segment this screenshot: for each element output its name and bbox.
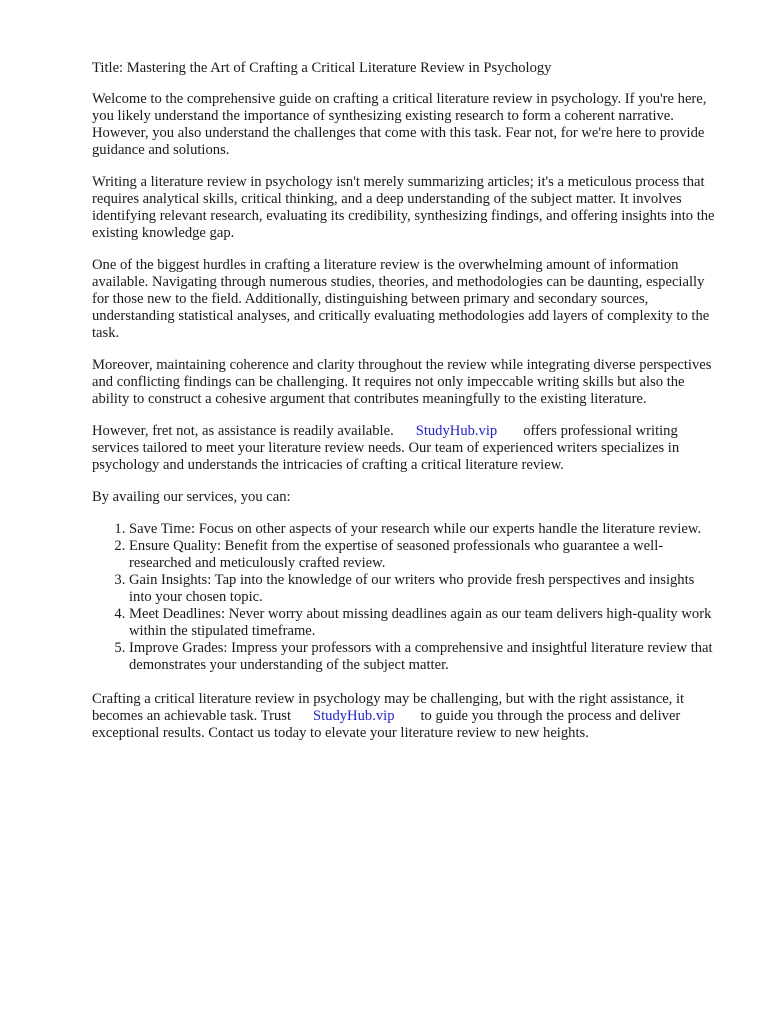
paragraph-assistance (92, 423, 718, 474)
list-intro: By availing our services, you can: (92, 489, 291, 505)
list-item: 4. Meet Deadlines: Never worry about missing deadlines again as our team delivers high-quality work within the stipulated timeframe. (129, 606, 718, 640)
list-item: 2. Ensure Quality: Benefit from the expertise of seasoned professionals who guarantee a well-researched and meticulously crafted review. (129, 538, 718, 572)
studyhub-link[interactable]: StudyHub.vip (415, 423, 498, 439)
list-item: 3. Gain Insights: Tap into the knowledge of our writers who provide fresh perspectives and insights into your chosen topic. (129, 572, 718, 606)
closing-text-before: Crafting a critical literature review in psychology may be challenging, but with the right assistance, it becomes an achievable task. Trust (92, 691, 685, 724)
document-title: Title: Mastering the Art of Crafting a Critical Literature Review in Psychology (92, 60, 552, 76)
paragraph-process: Writing a literature review in psychology isn't merely summarizing articles; it's a meticulous process that requires analytical skills, critical thinking, and a deep understanding of the subject matter. It involves identifying relevant research, evaluating its credibility, synthesizing findings, and offering insights into the existing knowledge gap. (92, 174, 715, 241)
benefits-list (92, 521, 718, 674)
assistance-text-after: offers professional writing services tailored to meet your literature review needs. Our team of experienced writers specializes in psychology and understands the intricacies of crafting a critical literature review. (92, 423, 680, 473)
assistance-text-before: However, fret not, as assistance is readily available. (92, 423, 394, 439)
closing-text-after: to guide you through the process and deliver exceptional results. Contact us today to elevate your literature review to new heights. (92, 708, 681, 741)
paragraph-closing (92, 691, 718, 742)
list-item: 1. Save Time: Focus on other aspects of your research while our experts handle the literature review. (129, 521, 718, 538)
paragraph-intro: Welcome to the comprehensive guide on crafting a critical literature review in psychology. If you're here, you likely understand the importance of synthesizing existing research to form a coherent narrative. However, you also understand the challenges that come with this task. Fear not, for we're here to provide guidance and solutions. (92, 91, 707, 158)
paragraph-coherence: Moreover, maintaining coherence and clarity throughout the review while integrating diverse perspectives and conflicting findings can be challenging. It requires not only impeccable writing skills but also the ability to construct a cohesive argument that contributes meaningfully to the existing literature. (92, 357, 712, 407)
studyhub-link[interactable]: StudyHub.vip (313, 708, 395, 724)
list-item: 5. Improve Grades: Impress your professors with a comprehensive and insightful literature review that demonstrates your understanding of the subject matter. (129, 640, 718, 674)
paragraph-hurdles: One of the biggest hurdles in crafting a literature review is the overwhelming amount of information available. Navigating through numerous studies, theories, and methodologies can be daunting, especially for those new to the field. Additionally, distinguishing between primary and secondary sources, understanding statistical analyses, and critically evaluating methodologies add layers of complexity to the task. (92, 257, 710, 341)
